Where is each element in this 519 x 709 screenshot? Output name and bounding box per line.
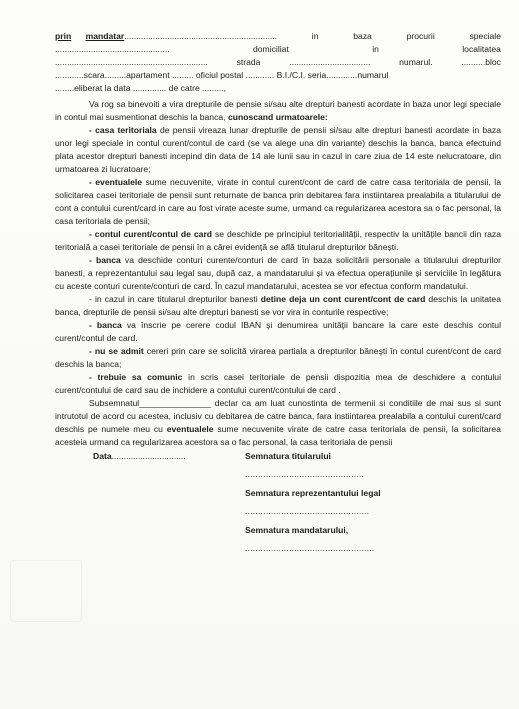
semnatura-reprezentant-line: ................................................ <box>245 506 370 516</box>
document-body <box>55 30 501 555</box>
paragraph-casa-teritoriala: - casa teritoriala de pensii vireaza lunar drepturile de pensii si/sau alte drepturi banesti acordate in baza unor legi speciale in contul curent/contul de card (se va alege una din variante) deschis la banca, banca efectuind plata acestor drepturi banesti incepind din data de 14 ale lunii sau in cazul in care ziua de 14 este nelucratoare, din urmatoarea zi lucratoare; <box>55 125 502 174</box>
in-label-2: in <box>372 44 379 54</box>
semnatura-mandatar-line: .................................................. <box>245 543 375 553</box>
dotted-fill: ................................................ <box>55 44 170 54</box>
paragraph-subsemnatul: Subsemnatul_______________ declar ca am luat cunostinta de termenii si conditiile de mai sus si sunt intrutotul de acord cu acestea, inclusiv cu debitarea de catre banca, fara instiintarea prealabila a contului curent/card deschis pe numele meu cu eventualele sume necuvenite virate de catre casa teritoriala de pensii, la solicitarea acesteia urmand ca regularizarea acestora sa o fac personal, la casa teritoriala de pensii <box>55 398 501 447</box>
procurii-label: procurii <box>406 31 435 41</box>
header-line-4 <box>55 69 501 82</box>
numarul-label: numarul. <box>399 57 433 67</box>
intro-bold: cunoscand urmatoarele: <box>227 112 328 122</box>
semnatura-titular-label: Semnatura titularului <box>245 451 331 461</box>
data-dots: ............................... <box>111 451 186 461</box>
paragraph-trebuie-comunic: - trebuie sa comunic in scris casei teritoriale de pensii dispozitia mea de deschidere a contului curent/contului de card sau de inchidere a contului curent/contului de card . <box>55 372 501 395</box>
semnatura-titular-line: .............................................. <box>245 469 365 479</box>
header-line-1 <box>55 30 501 43</box>
strada-label: strada <box>236 57 261 67</box>
localitatea-label: localitatea <box>462 44 501 54</box>
paragraph-titular-cont: - in cazul in care titularul drepturilor banesti detine deja un cont curent/cont de card deschis la unitatea banca, drepturile de pensii si/sau alte drepturi banesti se vor vira in conturile respective; <box>55 294 501 317</box>
address-fields: ............scara.........apartament ......... oficiul postal ............ B.I./C.I. seria.............numarul <box>55 70 389 80</box>
prin-label: prin <box>55 31 72 41</box>
date-field <box>55 450 245 555</box>
intro-paragraph: Va rog sa binevoiti a vira drepturile de pensie si/sau alte drepturi banesti acordate in baza unor legi speciale in contul mai susmentionat deschis la banca, cunoscand urmatoarele: <box>55 99 501 122</box>
mandatar-label: mandatar <box>85 31 125 41</box>
baza-label: baza <box>353 31 372 41</box>
domiciliat-label: domiciliat <box>252 44 289 54</box>
signature-column <box>245 450 501 555</box>
paragraph-eventualele: - eventualele sume necuvenite, virate in contul curent/cont de card de catre casa teritoriala de pensii, la solicitarea casei teritoriale de pensii sunt returnate de banca prin debitarea fara instiintarea prealabila a titularului de cont a contului curent/card in care au fost virate aceste sume, urmand ca regularizarea acestora sa o fac personal, la casa teritoriala de pensii; <box>55 177 501 226</box>
in-label: in <box>311 31 319 41</box>
data-label: Data <box>93 451 112 461</box>
speciale-label: speciale <box>469 31 501 41</box>
paragraph-iban: - banca va înscrie pe cerere codul IBAN şi denumirea unităţii bancare la care este deschis contul curent/contul de card. <box>55 320 501 343</box>
dotted-fill: .................................. <box>289 57 371 67</box>
semnatura-mandatar-label: Semnatura mandatarului, <box>245 525 349 535</box>
header-line-3 <box>55 56 501 69</box>
dotted-fill: ................................................................ <box>55 57 208 67</box>
faint-stamp-area <box>10 560 82 622</box>
semnatura-reprezentant-label: Semnatura reprezentantului legal <box>245 488 381 498</box>
paragraph-nu-se-admit: - nu se admit cereri prin care se solicită virarea partiala a drepturilor băneşti în contul curent/cont de card deschis la banca; <box>55 346 501 369</box>
paragraph-banca: - banca va deschide conturi curente/conturi de card în baza solicitării personale a titularului drepturilor banesti, a reprezentantului sau legal sau, după caz, a mandatarului și va efectua operațiunile și serviciile în legătura cu aceste conturi curente/conturi de card. În cazul mandatarului, acestea se vor efectua conform mandatului. <box>55 255 501 291</box>
header-line-2 <box>55 43 501 56</box>
bloc-label: ..........bloc <box>461 57 501 67</box>
paragraph-contul-curent: - contul curent/contul de card se deschide pe principiul teritorialității, respectiv la unitățile bancii din raza teritorială a casei teritoriale de pensii în a cărei evidență se află titularul drepturilor bănești. <box>55 229 501 252</box>
dotted-fill: ................................................................ <box>124 31 278 41</box>
header-line-5 <box>55 82 501 95</box>
eliberat-fields: ........eliberat la data .............. de catre ........., <box>55 83 226 93</box>
signature-block <box>55 450 501 555</box>
